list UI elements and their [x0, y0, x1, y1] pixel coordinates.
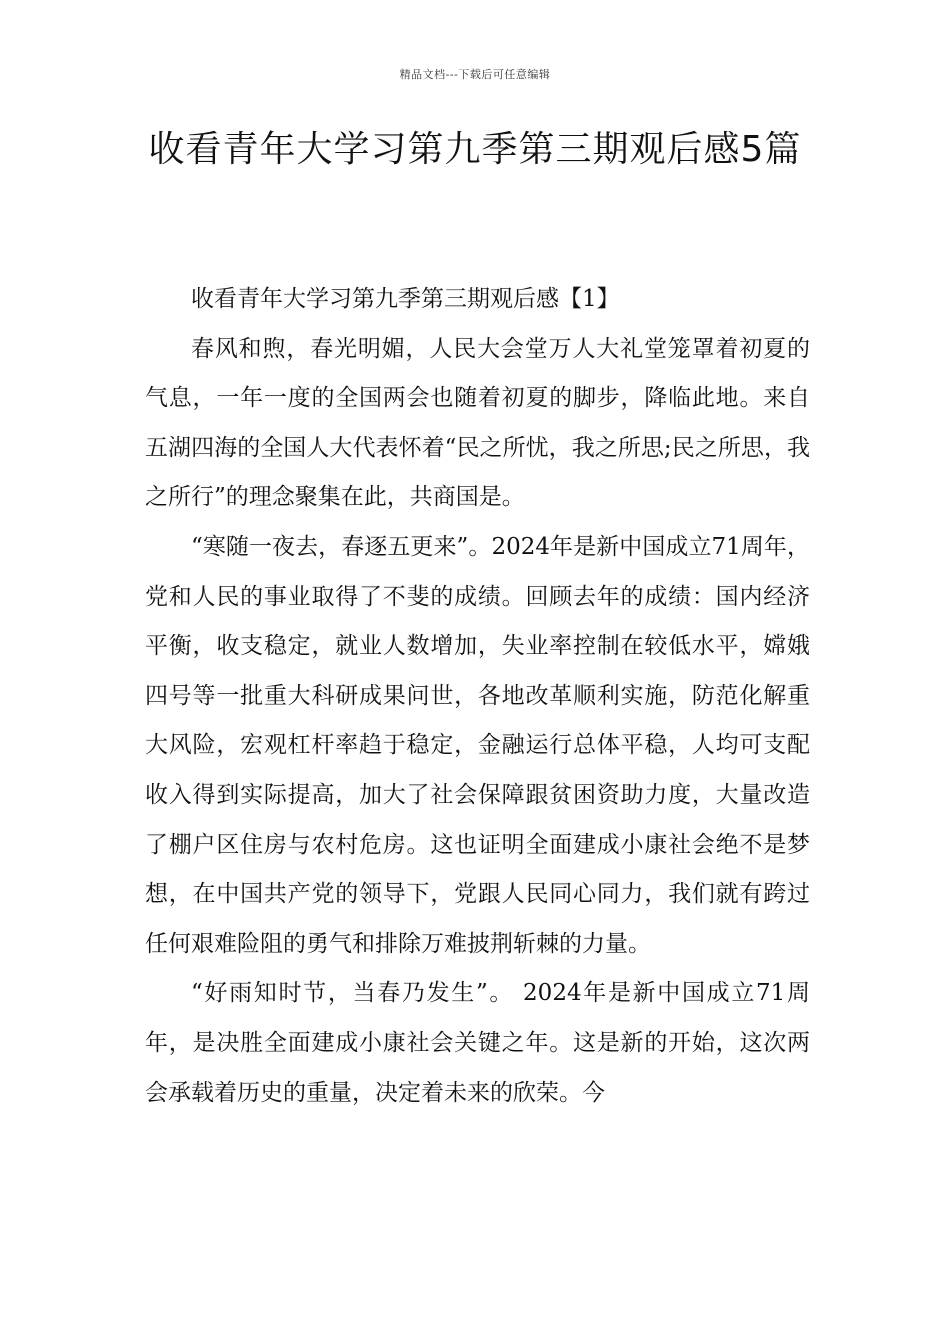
paragraph: 春风和煦，春光明媚，人民大会堂万人大礼堂笼罩着初夏的气息，一年一度的全国两会也随着初夏的脚步，降临此地。来自五湖四海的全国人大代表怀着“民之所忧，我之所思;民之所思，我之所行”的理念聚集在此，共商国是。 — [145, 335, 810, 511]
document-title: 收看青年大学习第九季第三期观后感5篇 — [148, 129, 802, 170]
document-body — [145, 275, 810, 1118]
paragraph: “寒随一夜去，春逐五更来”。2024年是新中国成立71周年，党和人民的事业取得了不斐的成绩。回顾去年的成绩：国内经济平衡，收支稳定，就业人数增加，失业率控制在较低水平，嫦娥四号等一批重大科研成果问世，各地改革顺利实施，防范化解重大风险，宏观杠杆率趋于稳定，金融运行总体平稳，人均可支配收入得到实际提高，加大了社会保障跟贫困资助力度，大量改造了棚户区住房与农村危房。这也证明全面建成小康社会绝不是梦想，在中国共产党的领导下，党跟人民同心同力，我们就有跨过任何艰难险阻的勇气和排除万难披荆斩棘的力量。 — [145, 533, 810, 957]
section-heading: 收看青年大学习第九季第三期观后感【1】 — [191, 286, 620, 312]
paragraph: “好雨知时节，当春乃发生”。 2024年是新中国成立71周年，是决胜全面建成小康社会关键之年。这是新的开始，这次两会承载着历史的重量，决定着未来的欣荣。今 — [145, 980, 810, 1106]
header-note: 精品文档---下载后可任意编辑 — [399, 68, 551, 81]
